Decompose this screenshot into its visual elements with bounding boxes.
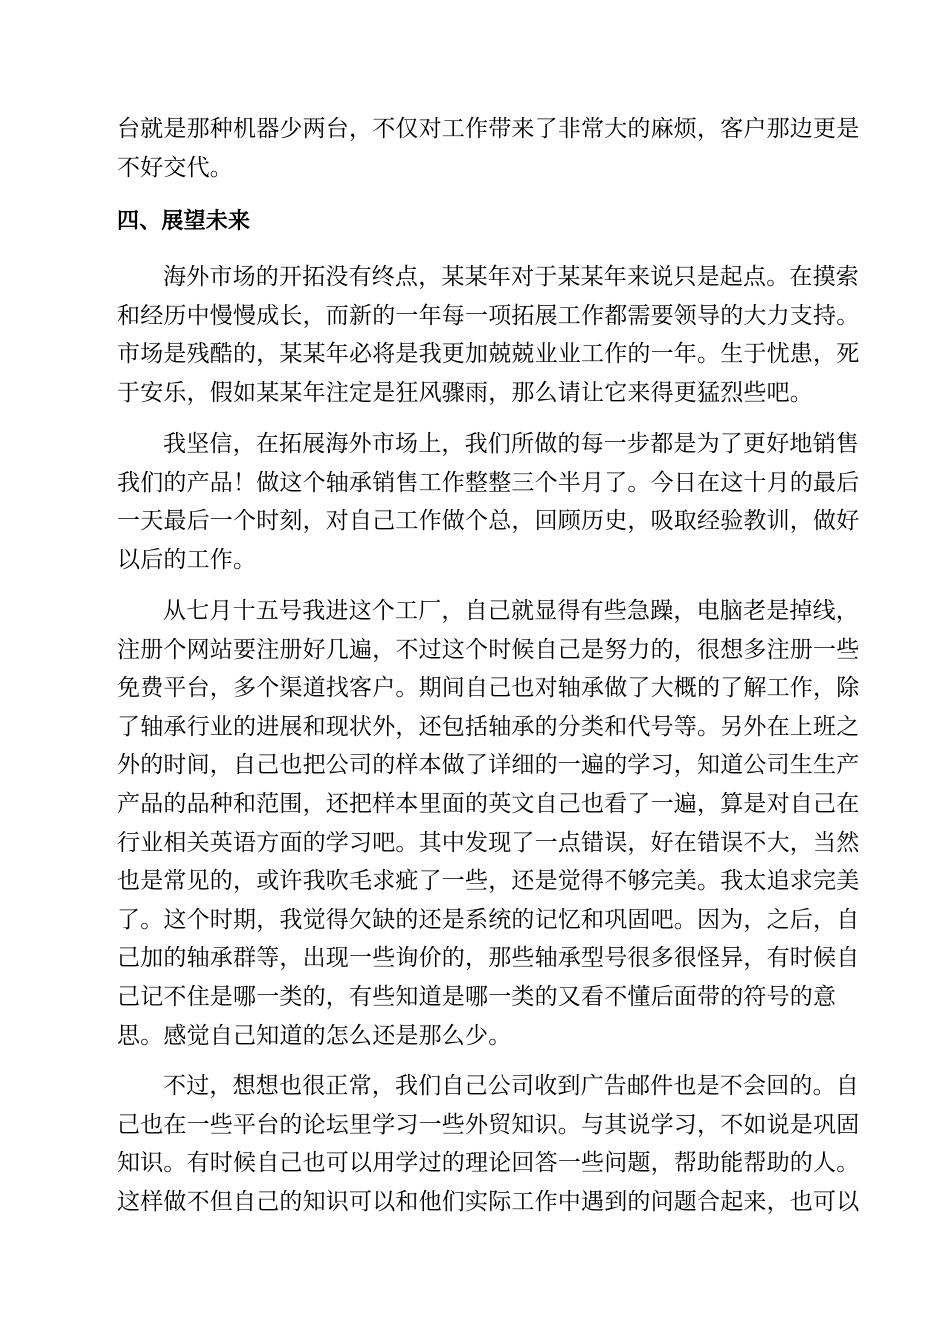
text-line: 和经历中慢慢成长，而新的一年每一项拓展工作都需要领导的大力支持。 — [117, 302, 860, 329]
text-line: 这样做不但自己的知识可以和他们实际工作中遇到的问题合起来，也可以 — [117, 1188, 860, 1215]
section-heading-block — [117, 203, 837, 242]
text-line: 我们的产品！做这个轴承销售工作整整三个半月了。今日在这十月的最后 — [117, 469, 860, 496]
text-line: 以后的工作。 — [117, 546, 257, 573]
text-line: 知识。有时候自己也可以用学过的理论回答一些问题，帮助能帮助的人。 — [117, 1150, 860, 1177]
text-line: 产品的品种和范围，还把样本里面的英文自己也看了一遍，算是对自己在 — [117, 790, 860, 817]
text-line: 了。这个时期，我觉得欠缺的还是系统的记忆和巩固吧。因为，之后，自 — [117, 906, 860, 933]
text-line: 己加的轴承群等，出现一些询价的，那些轴承型号很多很怪异，有时候自 — [117, 945, 860, 972]
text-line: 己记不住是哪一类的，有些知道是哪一类的又看不懂后面带的符号的意 — [117, 983, 837, 1010]
text-line: 台就是那种机器少两台，不仅对工作带来了非常大的麻烦，客户那边更是 — [117, 116, 860, 142]
section-heading: 四、展望未来 — [117, 209, 251, 234]
paragraph-4 — [117, 1067, 860, 1221]
text-line: 不过，想想也很正常，我们自己公司收到广告邮件也是不会回的。自 — [163, 1073, 859, 1099]
text-line: 一天最后一个时刻，对自己工作做个总，回顾历史，吸取经验教训，做好 — [117, 508, 860, 535]
text-line: 思。感觉自己知道的怎么还是那么少。 — [117, 1022, 512, 1049]
text-line: 外的时间，自己也把公司的样本做了详细的一遍的学习，知道公司生生产 — [117, 752, 860, 779]
text-line: 我坚信，在拓展海外市场上，我们所做的每一步都是为了更好地销售 — [163, 431, 859, 457]
continuation-paragraph — [117, 110, 860, 187]
text-line: 了轴承行业的进展和现状外，还包括轴承的分类和代号等。另外在上班之 — [117, 713, 860, 740]
text-line: 行业相关英语方面的学习吧。其中发现了一点错误，好在错误不大，当然 — [117, 829, 860, 856]
text-line: 注册个网站要注册好几遍，不过这个时候自己是努力的，很想多注册一些 — [117, 636, 860, 663]
paragraph-3 — [117, 592, 860, 1055]
paragraph-2 — [117, 425, 860, 579]
paragraph-1 — [117, 258, 860, 412]
text-line: 不好交代。 — [117, 154, 233, 181]
text-line: 市场是残酷的，某某年必将是我更加兢兢业业工作的一年。生于忧患，死 — [117, 341, 860, 368]
text-line: 也是常见的，或许我吹毛求疵了一些，还是觉得不够完美。我太追求完美 — [117, 868, 860, 895]
text-line: 免费平台，多个渠道找客户。期间自己也对轴承做了大概的了解工作，除 — [117, 675, 860, 702]
text-line: 己也在一些平台的论坛里学习一些外贸知识。与其说学习，不如说是巩固 — [117, 1111, 860, 1138]
text-line: 从七月十五号我进这个工厂，自己就显得有些急躁，电脑老是掉线， — [163, 598, 859, 624]
text-line: 于安乐，假如某某年注定是狂风骤雨，那么请让它来得更猛烈些吧。 — [117, 379, 813, 406]
text-line: 海外市场的开拓没有终点，某某年对于某某年来说只是起点。在摸索 — [163, 264, 859, 290]
